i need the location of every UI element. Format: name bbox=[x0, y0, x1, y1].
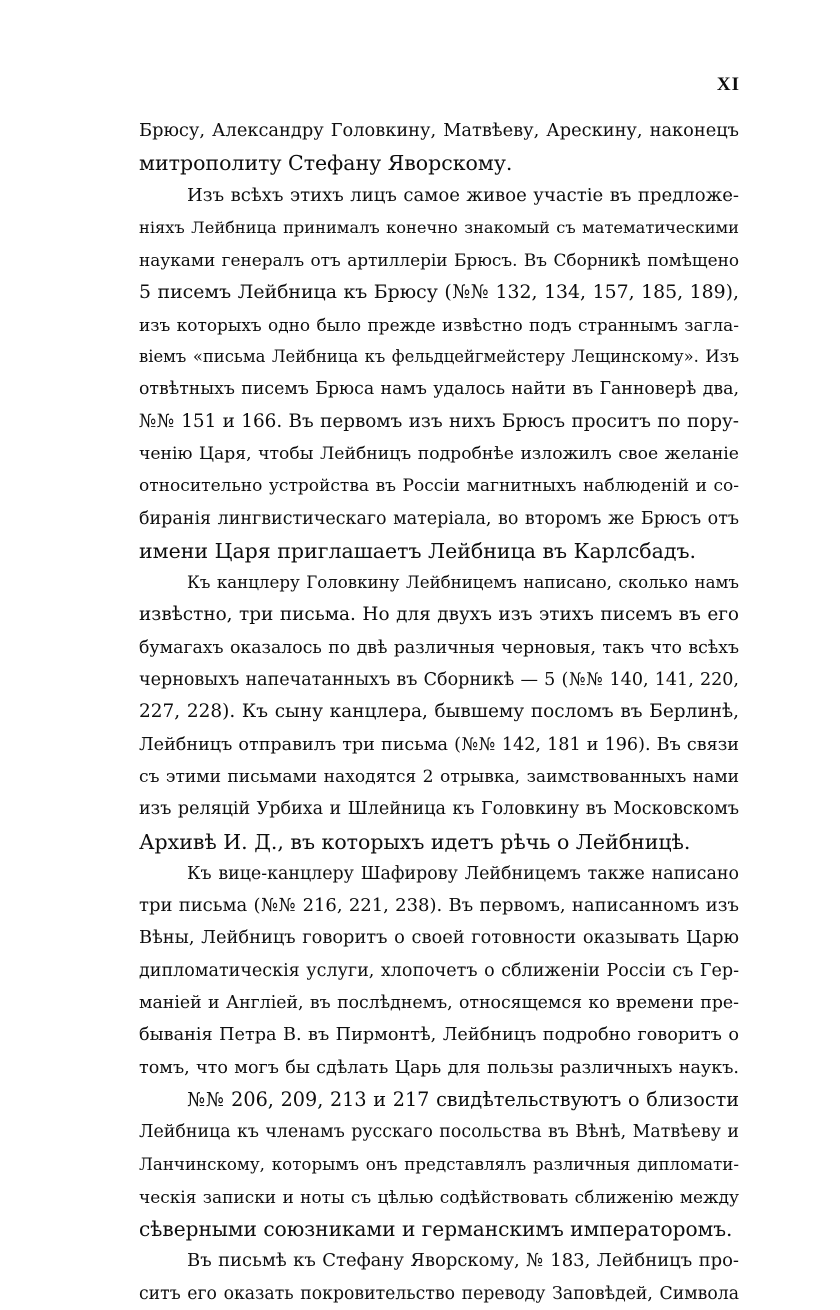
text-line: ситъ его оказать покровительство переводу Заповѣдей, Символа bbox=[139, 1283, 739, 1304]
text-line: съ этими письмами находятся 2 отрывка, заимствованныхъ нами bbox=[139, 766, 739, 787]
text-body bbox=[139, 115, 739, 1310]
text-line: томъ, что могъ бы сдѣлать Царь для пользы различныхъ наукъ. bbox=[139, 1057, 739, 1078]
text-line: относительно устройства въ Россіи магнитныхъ наблюденій и со- bbox=[139, 476, 739, 497]
text-line: черновыхъ напечатанныхъ въ Сборникѣ — 5 (№№ 140, 141, 220, bbox=[139, 670, 739, 691]
text-line: №№ 206, 209, 213 и 217 свидѣтельствуютъ о близости bbox=[187, 1087, 739, 1111]
text-line: отвѣтныхъ писемъ Брюса намъ удалось найти въ Ганноверѣ два, bbox=[139, 379, 739, 400]
text-line: ніяхъ Лейбница принималъ конечно знакомый съ математическими bbox=[139, 217, 739, 237]
text-line: быванія Петра В. въ Пирмонтѣ, Лейбницъ подробно говоритъ о bbox=[139, 1025, 739, 1046]
text-line: Лейбница къ членамъ русскаго посольства въ Вѣнѣ, Матвѣеву и bbox=[139, 1122, 739, 1143]
text-line: сѣверными союзниками и германскимъ императоромъ. bbox=[139, 1217, 733, 1242]
text-line: віемъ «письма Лейбница къ фельдцейгмейстеру Лещинскому». Изъ bbox=[139, 347, 739, 367]
text-line: Брюсу, Александру Головкину, Матвѣеву, Арескину, наконецъ bbox=[139, 120, 739, 141]
text-line: ческія записки и ноты съ цѣлью содѣйствовать сближенію между bbox=[139, 1186, 739, 1207]
text-line: Вѣны, Лейбницъ говоритъ о своей готовности оказывать Царю bbox=[139, 927, 739, 949]
text-line: №№ 151 и 166. Въ первомъ изъ нихъ Брюсъ проситъ по пору- bbox=[139, 410, 739, 432]
text-line: бумагахъ оказалось по двѣ различныя черновыя, такъ что всѣхъ bbox=[139, 637, 739, 658]
text-line: 227, 228). Къ сыну канцлера, бывшему посломъ въ Берлинѣ, bbox=[139, 701, 739, 723]
text-line: извѣстно, три письма. Но для двухъ изъ этихъ писемъ въ его bbox=[139, 604, 739, 626]
text-line: биранія лингвистическаго матеріала, во второмъ же Брюсъ отъ bbox=[139, 508, 739, 529]
text-line: митрополиту Стефану Яворскому. bbox=[139, 151, 513, 176]
text-line: Лейбницъ отправилъ три письма (№№ 142, 181 и 196). Въ связи bbox=[139, 734, 739, 755]
text-line: Къ канцлеру Головкину Лейбницемъ написано, сколько намъ bbox=[187, 573, 739, 593]
text-line: Архивѣ И. Д., въ которыхъ идетъ рѣчь о Лейбницѣ. bbox=[139, 829, 691, 854]
text-line: Изъ всѣхъ этихъ лицъ самое живое участіе въ предложе- bbox=[187, 184, 739, 206]
text-line: изъ реляцій Урбиха и Шлейница къ Головкину въ Московскомъ bbox=[139, 799, 739, 820]
text-line: Ланчинскому, которымъ онъ представлялъ различныя дипломати- bbox=[139, 1154, 739, 1174]
text-line: имени Царя приглашаетъ Лейбница въ Карлсбадъ. bbox=[139, 538, 697, 563]
text-line: маніей и Англіей, въ послѣднемъ, относящемся ко времени пре- bbox=[139, 993, 739, 1014]
text-line: дипломатическія услуги, хлопочетъ о сближеніи Россіи съ Гер- bbox=[139, 960, 739, 981]
text-line: 5 писемъ Лейбница къ Брюсу (№№ 132, 134, 157, 185, 189), bbox=[139, 281, 739, 304]
text-line: изъ которыхъ одно было прежде извѣстно подъ страннымъ загла- bbox=[139, 314, 739, 335]
text-line: три письма (№№ 216, 221, 238). Въ первомъ, написанномъ изъ bbox=[139, 895, 739, 917]
text-line: Въ письмѣ къ Стефану Яворскому, № 183, Лейбницъ про- bbox=[187, 1250, 739, 1272]
text-line: науками генералъ отъ артиллеріи Брюсъ. Въ Сборникѣ помѣщено bbox=[139, 250, 739, 271]
text-line: ченію Царя, чтобы Лейбницъ подробнѣе изложилъ свое желаніе bbox=[139, 443, 739, 464]
text-line: Къ вице-канцлеру Шафирову Лейбницемъ также написано bbox=[187, 863, 739, 884]
page-number: XI bbox=[716, 74, 740, 95]
